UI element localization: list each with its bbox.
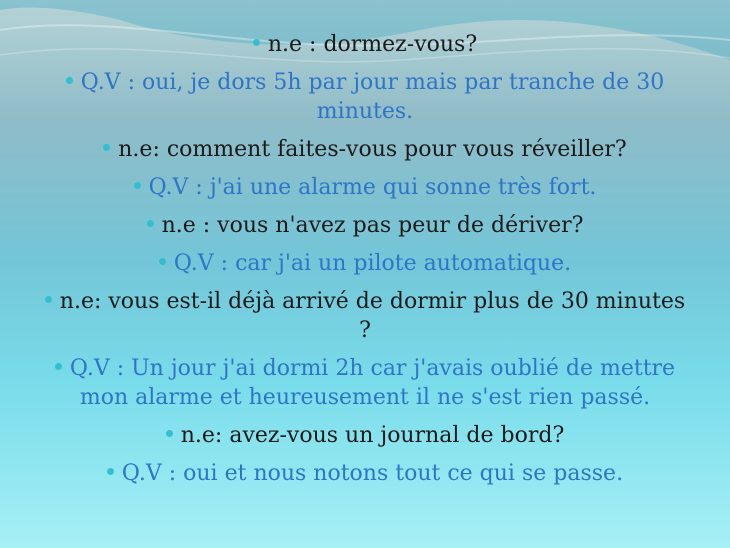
bullet-icon — [134, 182, 141, 189]
line-text: n.e : dormez-vous? — [267, 32, 478, 57]
bullet-icon — [66, 77, 73, 84]
line-text: Q.V : Un jour j'ai dormi 2h car j'avais oublié de mettre mon alarme et heureusement il ne s'est rien passé. — [69, 356, 676, 410]
line-5 — [40, 211, 690, 240]
bullet-icon — [55, 363, 62, 370]
line-6 — [40, 249, 690, 278]
bullet-icon — [103, 144, 110, 151]
line-text: n.e: vous est-il déjà arrivé de dormir plus de 30 minutes ? — [59, 289, 686, 343]
line-7 — [40, 287, 690, 345]
line-10 — [40, 459, 690, 488]
line-8 — [40, 354, 690, 412]
bullet-icon — [159, 258, 166, 265]
line-text: Q.V : oui et nous notons tout ce qui se passe. — [121, 461, 624, 486]
bullet-icon — [107, 468, 114, 475]
line-4 — [40, 173, 690, 202]
line-3 — [40, 135, 690, 164]
bullet-icon — [166, 430, 173, 437]
line-1 — [40, 30, 690, 59]
line-text: Q.V : j'ai une alarme qui sonne très fort. — [148, 175, 597, 200]
bullet-icon — [253, 39, 260, 46]
line-text: n.e : vous n'avez pas peur de dériver? — [161, 213, 584, 238]
bullet-icon — [45, 296, 52, 303]
line-2 — [40, 68, 690, 126]
line-text: n.e: avez-vous un journal de bord? — [180, 423, 565, 448]
line-text: n.e: comment faites-vous pour vous réveiller? — [118, 137, 627, 162]
line-text: Q.V : oui, je dors 5h par jour mais par tranche de 30 minutes. — [80, 70, 665, 124]
line-9 — [40, 421, 690, 450]
interview-list — [40, 30, 690, 497]
line-text: Q.V : car j'ai un pilote automatique. — [173, 251, 572, 276]
bullet-icon — [147, 220, 154, 227]
